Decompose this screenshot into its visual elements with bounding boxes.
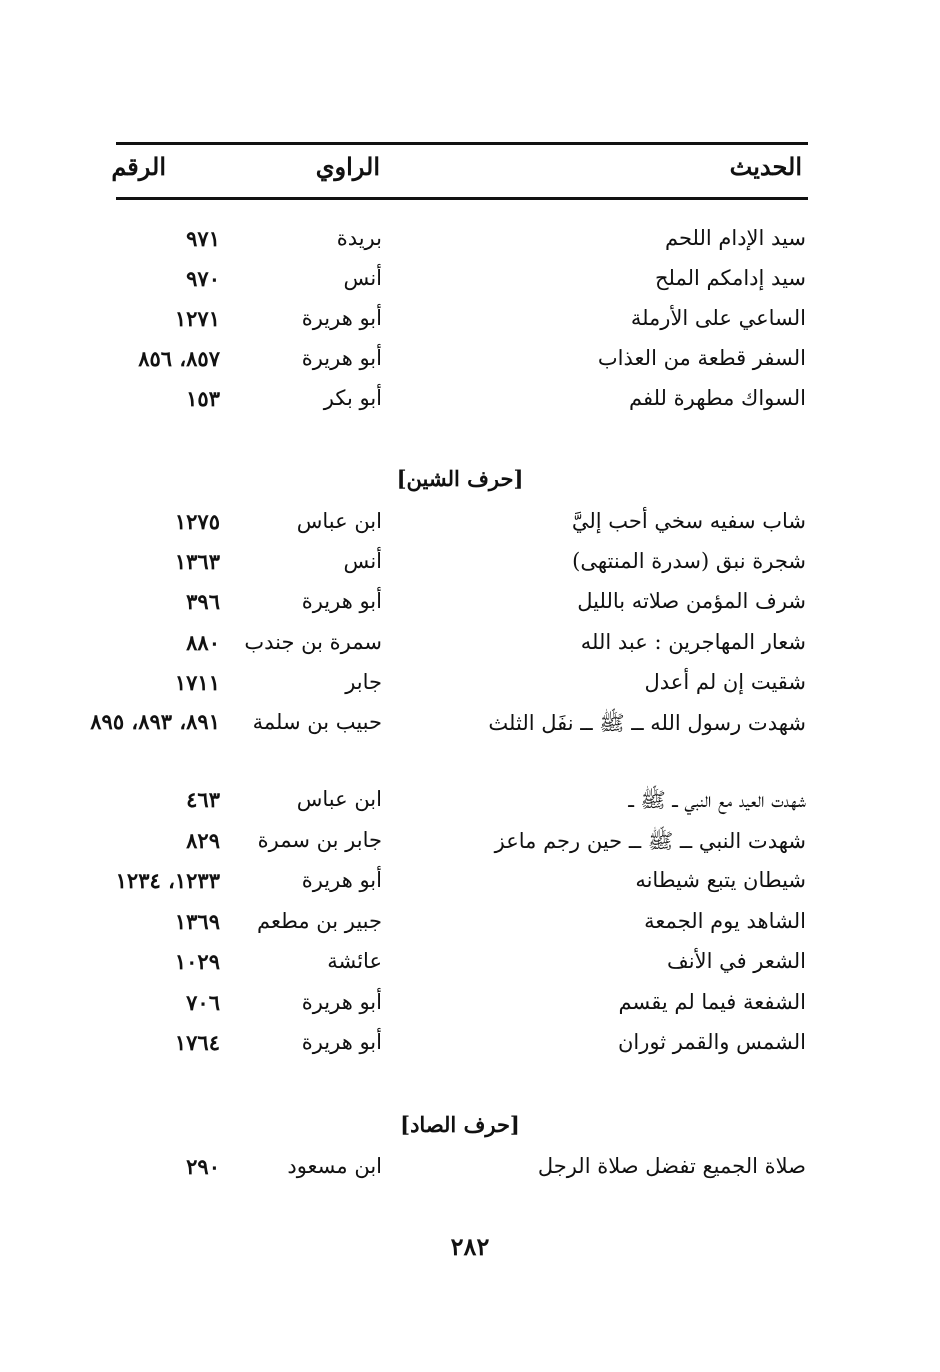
- page-number: ٢٨٢: [450, 1232, 490, 1261]
- hadith-text: الشاهد يوم الجمعة: [644, 909, 806, 933]
- hadith-number: ١٢٧٥: [174, 509, 220, 534]
- hadith-text: شهدت رسول الله ــ ﷺ ــ نفَل الثلث: [488, 711, 806, 735]
- hadith-text: الشمس والقمر ثوران: [617, 1030, 806, 1054]
- table-row: [100, 1150, 820, 1190]
- section-heading-sad: [حرف الصاد]: [400, 1112, 520, 1137]
- table-top-rule: [116, 142, 808, 145]
- narrator-name: ابن عباس: [296, 509, 382, 533]
- hadith-number: ٨٩١، ٨٩٣، ٨٩٥: [90, 709, 220, 734]
- table-row: [100, 905, 820, 945]
- hadith-number: ٨٨٠: [186, 630, 220, 655]
- narrator-name: أبو هريرة: [301, 306, 382, 330]
- hadith-number: ١٣٦٣: [174, 549, 220, 574]
- hadith-text: الشفعة فيما لم يقسم: [618, 990, 806, 1014]
- narrator-name: أبو هريرة: [301, 868, 382, 892]
- hadith-number: ١٥٣: [186, 386, 220, 411]
- hadith-text: شهدت العيد مع النبي ــ ﷺ ــ: [628, 788, 806, 812]
- hadith-text: شجرة نبق (سدرة المنتهى): [572, 549, 806, 573]
- hadith-number: ٨٢٩: [186, 828, 220, 853]
- table-row: [100, 505, 820, 545]
- table-row: [100, 864, 820, 904]
- hadith-text: الساعي على الأرملة: [630, 306, 806, 330]
- narrator-name: أنس: [343, 266, 382, 290]
- table-header: [100, 148, 820, 192]
- hadith-text: سيد الإدام اللحم: [664, 226, 806, 250]
- hadith-text: شهدت النبي ــ ﷺ ــ حين رجم ماعز: [494, 829, 806, 853]
- narrator-name: بريدة: [336, 226, 382, 250]
- hadith-text: شعار المهاجرين : عبد الله: [580, 630, 806, 654]
- hadith-text: السواك مطهرة للفم: [628, 386, 806, 410]
- narrator-name: أبو هريرة: [301, 990, 382, 1014]
- hadith-text: صلاة الجميع تفضل صلاة الرجل: [537, 1154, 806, 1178]
- hadith-number: ٨٥٧، ٨٥٦: [138, 346, 220, 371]
- hadith-number: ١٢٣٣، ١٢٣٤: [115, 868, 220, 893]
- table-row: [100, 262, 820, 302]
- narrator-name: جابر: [345, 670, 382, 694]
- table-row: [100, 783, 820, 823]
- hadith-text: سيد إدامكم الملح: [654, 266, 806, 290]
- table-row: [100, 986, 820, 1026]
- hadith-text: شرف المؤمن صلاته بالليل: [577, 589, 806, 613]
- hadith-number: ٤٦٣: [186, 787, 220, 812]
- narrator-name: أبو هريرة: [301, 1030, 382, 1054]
- table-row: [100, 626, 820, 666]
- table-row: [100, 585, 820, 625]
- hadith-number: ١٣٦٩: [174, 909, 220, 934]
- narrator-name: سمرة بن جندب: [244, 630, 382, 654]
- hadith-text: شقيت إن لم أعدل: [644, 670, 806, 694]
- hadith-number: ١٧٦٤: [174, 1030, 220, 1055]
- table-row: [100, 342, 820, 382]
- hadith-text: شاب سفيه سخي أحب إليَّ: [571, 509, 806, 533]
- narrator-name: ابن مسعود: [287, 1154, 382, 1178]
- table-row: [100, 945, 820, 985]
- table-row: [100, 382, 820, 422]
- hadith-text: شيطان يتبع شيطانه: [635, 868, 806, 892]
- hadith-number: ١٠٢٩: [174, 949, 220, 974]
- table-row: [90, 706, 820, 776]
- header-narrator: الراوي: [315, 152, 380, 181]
- hadith-number: ٩٧٠: [186, 266, 220, 291]
- narrator-name: جابر بن سمرة: [257, 828, 382, 852]
- hadith-number: ٣٩٦: [186, 589, 220, 614]
- narrator-name: جبير بن مطعم: [256, 909, 382, 933]
- narrator-name: أبو هريرة: [301, 589, 382, 613]
- narrator-name: حبيب بن سلمة: [252, 710, 382, 734]
- hadith-number: ٢٩٠: [186, 1154, 220, 1179]
- hadith-number: ١٢٧١: [174, 306, 220, 331]
- hadith-text: السفر قطعة من العذاب: [597, 346, 806, 370]
- table-row: [100, 1026, 820, 1066]
- table-row: [100, 545, 820, 585]
- section-heading-shin: [حرف الشين]: [396, 466, 524, 491]
- table-header-rule: [116, 197, 808, 200]
- table-row: [100, 824, 820, 864]
- table-row: [100, 222, 820, 262]
- header-number: الرقم: [111, 152, 166, 181]
- hadith-number: ٧٠٦: [186, 990, 220, 1015]
- table-row: [100, 302, 820, 342]
- narrator-name: عائشة: [327, 949, 382, 973]
- table-row: [100, 666, 820, 706]
- header-hadith: الحديث: [729, 152, 802, 181]
- narrator-name: ابن عباس: [296, 787, 382, 811]
- narrator-name: أنس: [343, 549, 382, 573]
- narrator-name: أبو بكر: [323, 386, 382, 410]
- hadith-number: ٩٧١: [186, 226, 220, 251]
- hadith-text: الشعر في الأنف: [667, 949, 806, 973]
- hadith-number: ١٧١١: [174, 670, 220, 695]
- narrator-name: أبو هريرة: [301, 346, 382, 370]
